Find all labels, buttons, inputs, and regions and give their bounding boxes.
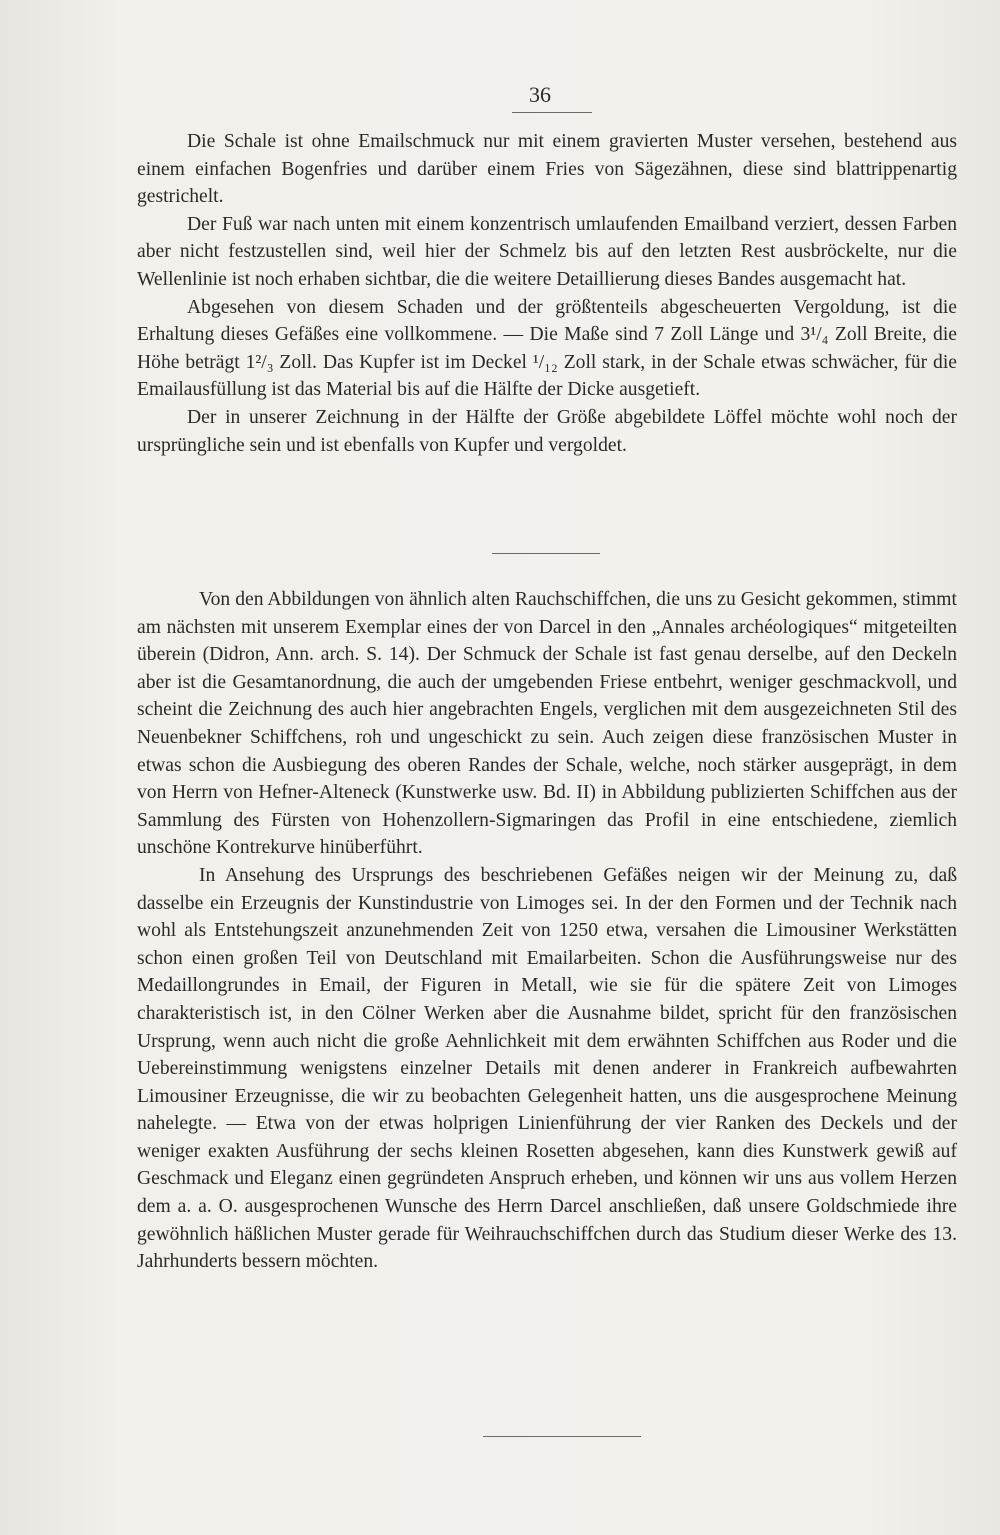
page-number: 36 xyxy=(529,82,551,107)
paragraph: Abgesehen von diesem Schaden und der größtenteils abgescheuerten Vergoldung, ist die Erhaltung dieses Gefäßes eine vollkommene. — Die Maße sind 7 Zoll Länge und 3¹/₄ Zoll Breite, die Höhe beträgt 1²/₃ Zoll. Das Kupfer ist im Deckel ¹/₁₂ Zoll stark, in der Schale etwas schwächer, für die Emailausfüllung ist das Material bis auf die Hälfte der Dicke ausgetieft. xyxy=(137,296,957,401)
paragraph: Der Fuß war nach unten mit einem konzentrisch umlaufenden Emailband verziert, dessen Farben aber nicht festzustellen sind, weil hier der Schmelz bis auf den letzten Rest ausbröckelte, nur die Wellenlinie ist noch erhaben sichtbar, die die weitere Detaillierung dieses Bandes ausgemacht hat. xyxy=(137,213,957,290)
text-section-2 xyxy=(137,586,957,1276)
end-divider xyxy=(483,1436,641,1437)
text-section-1 xyxy=(137,128,957,459)
paragraph: Der in unserer Zeichnung in der Hälfte der Größe abgebildete Löffel möchte wohl noch der ursprüngliche sein und ist ebenfalls von Kupfer und vergoldet. xyxy=(137,406,957,456)
section-divider xyxy=(492,553,600,554)
paragraph: In Ansehung des Ursprungs des beschriebenen Gefäßes neigen wir der Meinung zu, daß dasselbe ein Erzeugnis der Kunstindustrie von Limoges sei. In der den Formen und der Technik nach wohl als Entstehungszeit anzunehmenden Zeit von 1250 etwa, versahen die Limousiner Werkstätten schon einen großen Teil von Deutschland mit Emailarbeiten. Schon die Ausführungsweise nur des Medaillongrundes in Email, der Figuren in Metall, wie sie für die spätere Zeit von Limoges charakteristisch ist, in den Cölner Werken aber die Ausnahme bildet, spricht für den französischen Ursprung, wenn auch nicht die große Aehnlichkeit mit dem erwähnten Schiffchen aus Roder und die Uebereinstimmung wenigstens einzelner Details mit denen anderer in Frankreich aufbewahrten Limousiner Erzeugnisse, die wir zu beobachten Gelegenheit hatten, uns die ausgesprochene Meinung nahelegte. — Etwa von der etwas holprigen Linienführung der vier Ranken des Deckels und der weniger exakten Ausführung der sechs kleinen Rosetten abgesehen, kann dies Kunstwerk gewiß auf Geschmack und Eleganz einen gegründeten Anspruch erheben, und können wir uns aus vollem Herzen dem a. a. O. ausgesprochenen Wunsche des Herrn Darcel anschließen, daß unsere Goldschmiede ihre gewöhnlich häßlichen Muster gerade für Weihrauchschiffchen durch das Studium dieser Werke des 13. Jahrhunderts bessern möchten. xyxy=(137,864,957,1273)
paragraph: Von den Abbildungen von ähnlich alten Rauchschiffchen, die uns zu Gesicht gekommen, stimmt am nächsten mit unserem Exemplar eines der von Darcel in den „Annales archéologiques“ mitgeteilten überein (Didron, Ann. arch. S. 14). Der Schmuck der Schale ist fast genau derselbe, auf den Deckeln aber ist die Gesamtanordnung, die auch der umgebenden Friese entbehrt, weniger geschmackvoll, und scheint die Zeichnung des auch hier angebrachten Engels, verglichen mit dem ausgezeichneten Stil des Neuenbekner Schiffchens, roh und ungeschickt zu sein. Auch zeigen diese französischen Muster in etwas schon die Ausbiegung des oberen Randes der Schale, welche, noch stärker ausgeprägt, in dem von Herrn von Hefner-Alteneck (Kunstwerke usw. Bd. II) in Abbildung publizierten Schiffchen aus der Sammlung des Fürsten von Hohenzollern-Sigmaringen das Profil in eine entschiedene, ziemlich unschöne Kontrekurve hinüberführt. xyxy=(137,589,957,859)
paragraph: Die Schale ist ohne Emailschmuck nur mit einem gravierten Muster versehen, bestehend aus einem einfachen Bogenfries und darüber einem Fries von Sägezähnen, diese sind blattrippenartig gestrichelt. xyxy=(137,131,957,208)
page-number-underline xyxy=(512,112,592,113)
